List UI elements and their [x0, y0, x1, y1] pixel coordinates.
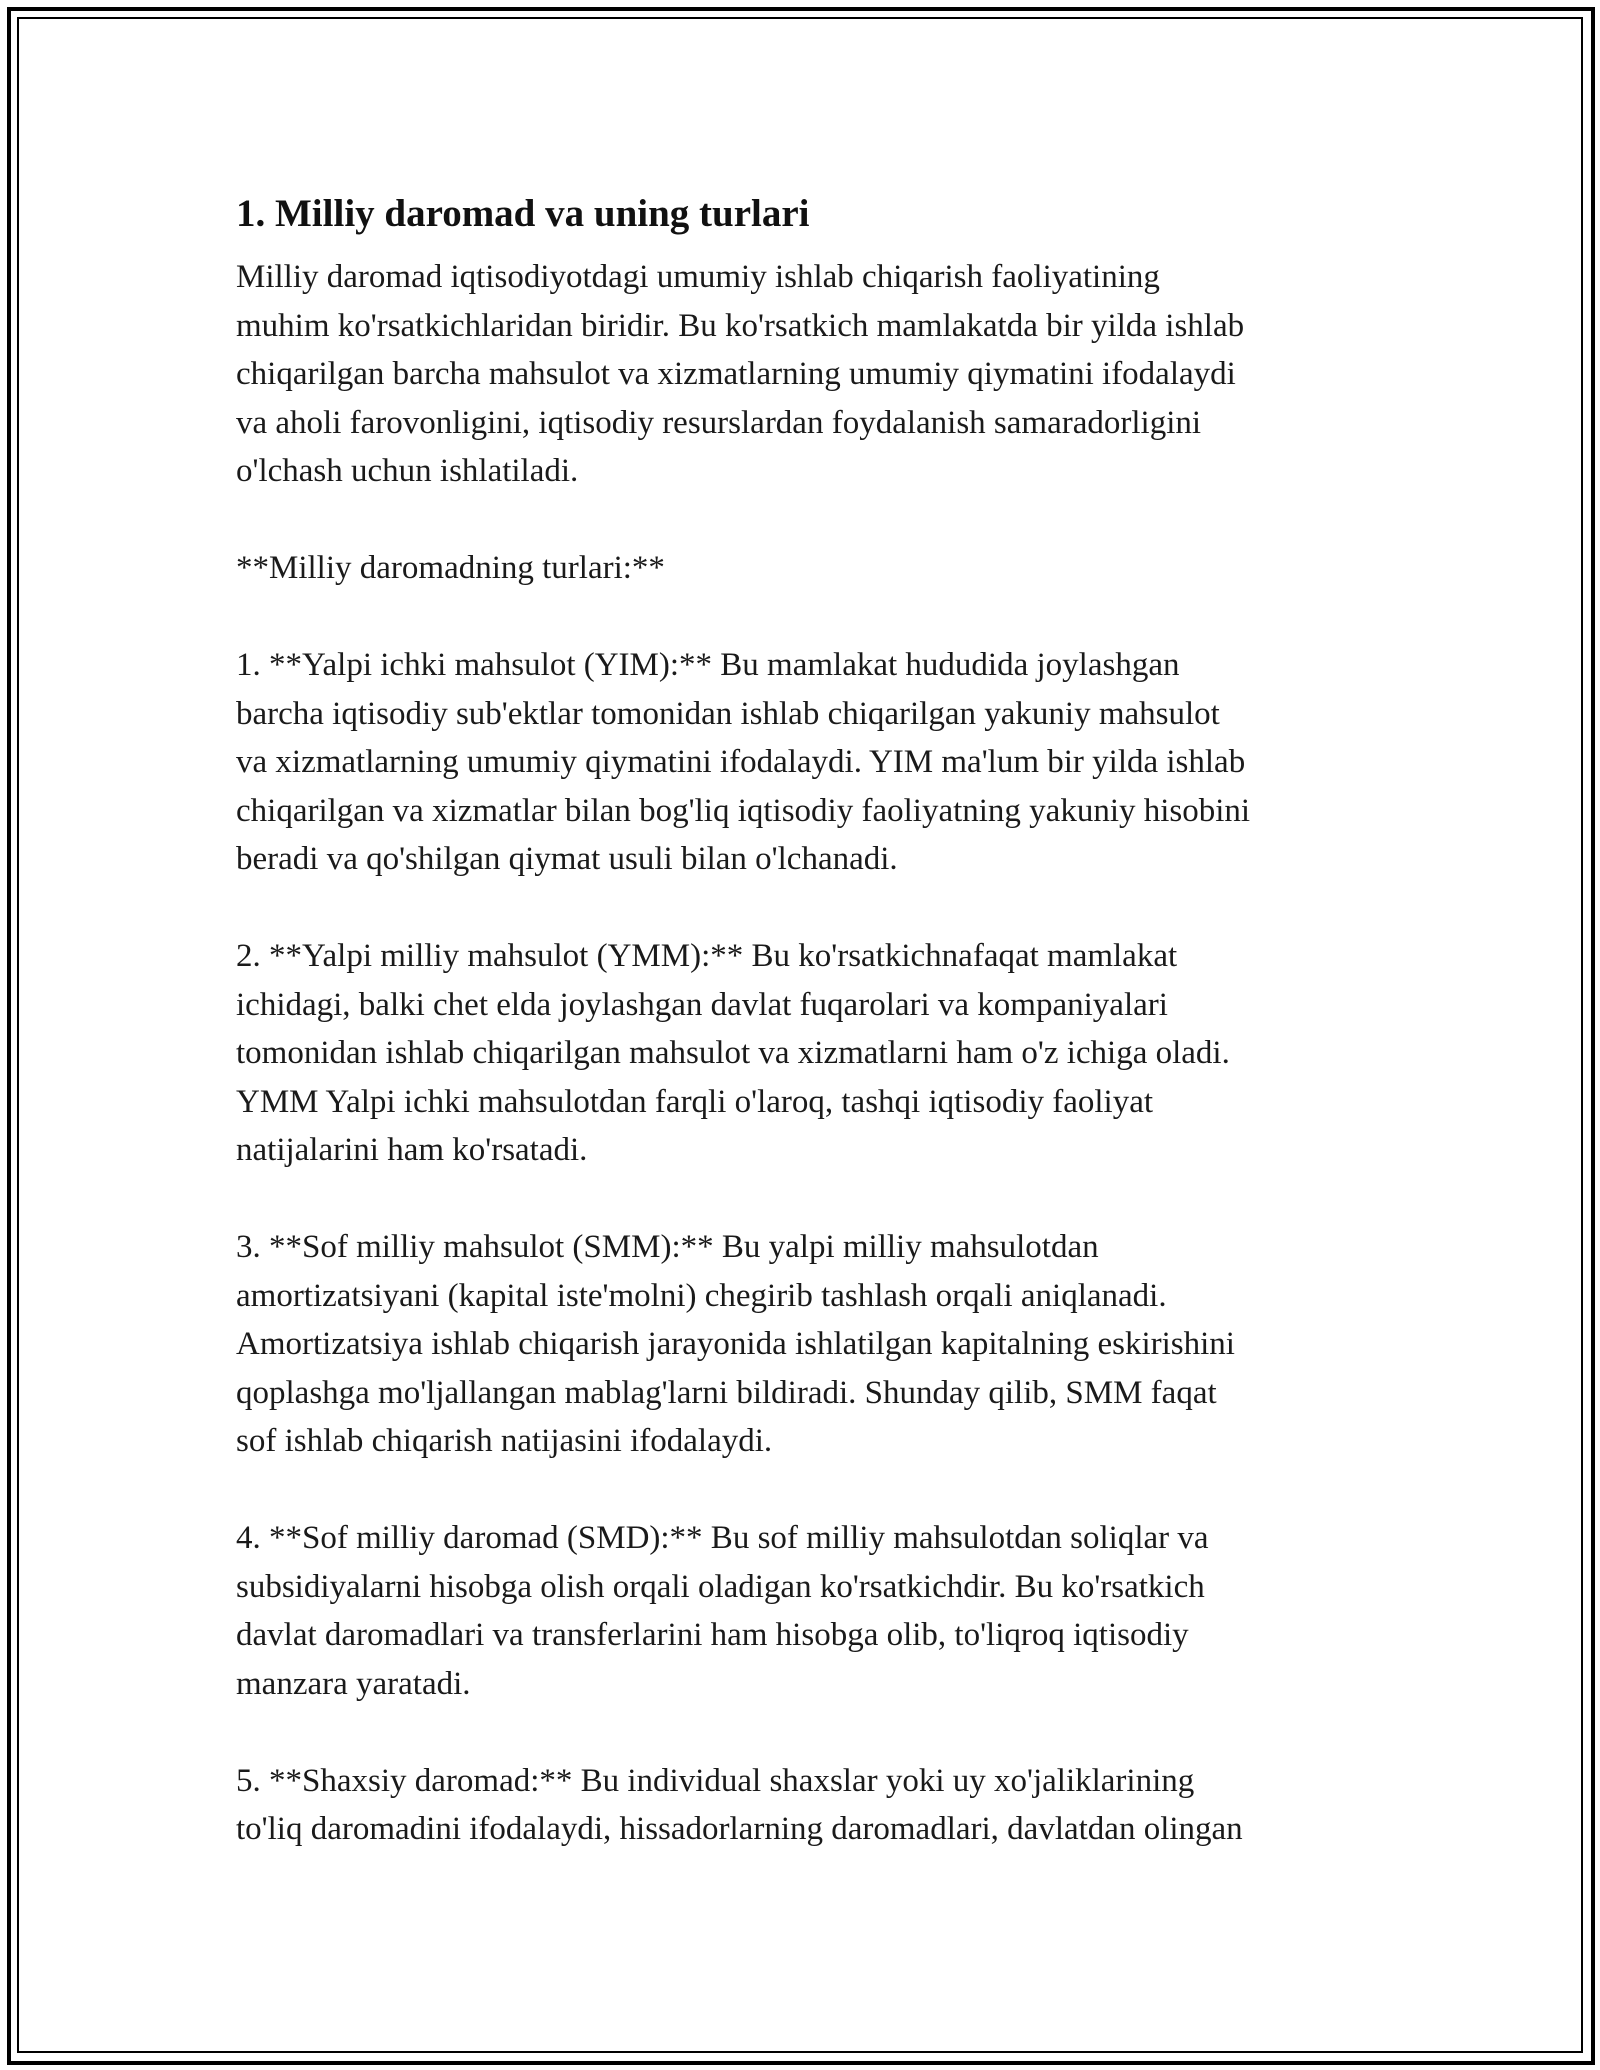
list-item-yim: 1. **Yalpi ichki mahsulot (YIM):** Bu mamlakat hududida joylashgan barcha iqtisodiy sub'ektlar tomonidan ishlab chiqarilgan yakuniy mahsulot va xizmatlarning umumiy qiymatini ifodalaydi. YIM ma'lum bir yilda ishlab chiqarilgan va xizmatlar bilan bog'liq iqtisodiy faoliyatning yakuniy hisobini beradi va qo'shilgan qiymat usuli bilan o'lchanadi.: [236, 647, 1251, 877]
list-item-shaxsiy-daromad: 5. **Shaxsiy daromad:** Bu individual shaxslar yoki uy xo'jaliklarining to'liq daromadini ifodalaydi, hissadorlarning daromadlari, davlatdan olingan: [236, 1762, 1243, 1847]
list-item-smd: 4. **Sof milliy daromad (SMD):** Bu sof milliy mahsulotdan soliqlar va subsidiyalarni hisobga olish orqali oladigan ko'rsatkichdir. Bu ko'rsatkich davlat daromadlari va transferlarini ham hisobga olib, to'liqroq iqtisodiy manzara yaratadi.: [236, 1520, 1209, 1702]
list-item-ymm: 2. **Yalpi milliy mahsulot (YMM):** Bu ko'rsatkichnafaqat mamlakat ichidagi, balki chet elda joylashgan davlat fuqarolari va kompaniyalari tomonidan ishlab chiqarilgan mahsulot va xizmatlarni ham o'z ichiga oladi. YMM Yalpi ichki mahsulotdan farqli o'laroq, tashqi iqtisodiy faoliyat natijalarini ham ko'rsatadi.: [236, 938, 1230, 1168]
list-item-smm: 3. **Sof milliy mahsulot (SMM):** Bu yalpi milliy mahsulotdan amortizatsiyani (kapital iste'molni) chegirib tashlash orqali aniqlanadi. Amortizatsiya ishlab chiqarish jarayonida ishlatilgan kapitalning eskirishini qoplashga mo'ljallangan mablag'larni bildiradi. Shunday qilib, SMM faqat sof ishlab chiqarish natijasini ifodalaydi.: [236, 1229, 1235, 1459]
document-body: [236, 190, 1396, 1854]
intro-paragraph: Milliy daromad iqtisodiyotdagi umumiy ishlab chiqarish faoliyatining muhim ko'rsatkichlaridan biridir. Bu ko'rsatkich mamlakatda bir yilda ishlab chiqarilgan barcha mahsulot va xizmatlarning umumiy qiymatini ifodalaydi va aholi farovonligini, iqtisodiy resurslardan foydalanish samaradorligini o'lchash uchun ishlatiladi.: [236, 259, 1245, 489]
types-subheading: **Milliy daromadning turlari:**: [236, 550, 665, 586]
section-heading: 1. Milliy daromad va uning turlari: [236, 192, 810, 235]
